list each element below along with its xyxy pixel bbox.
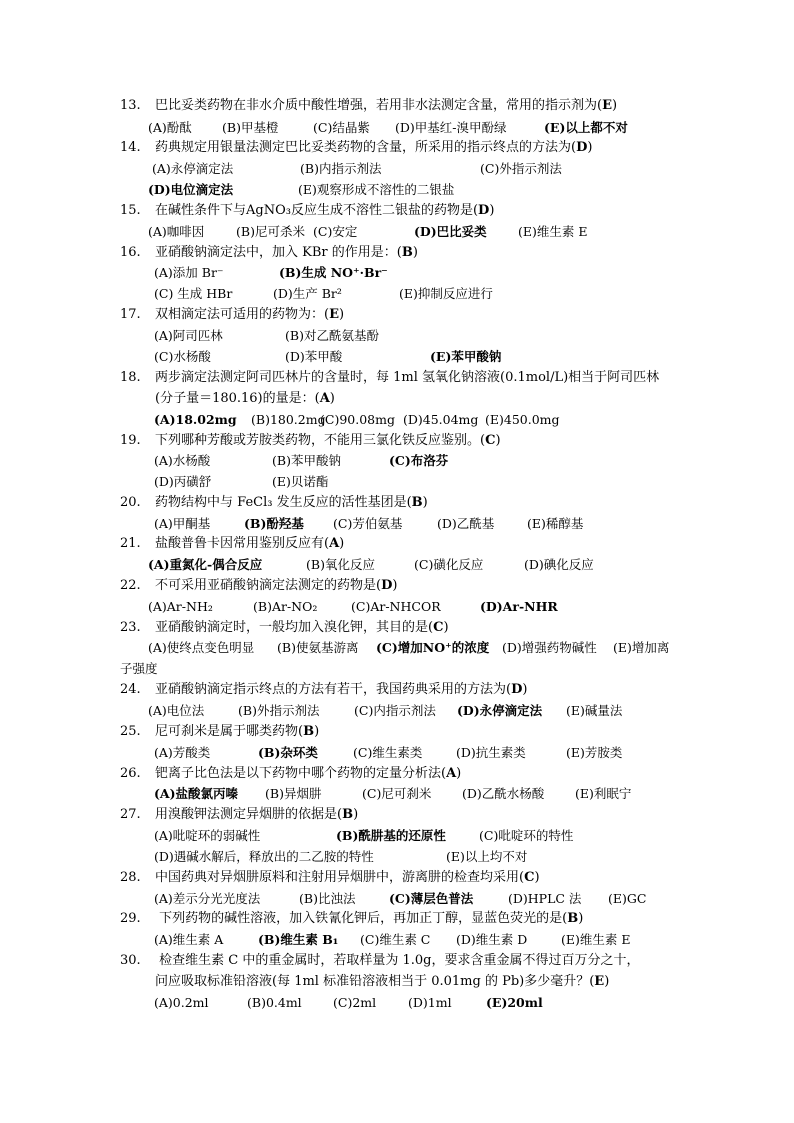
- answer-option: (D)1ml: [408, 995, 452, 1010]
- answer-option: (D)永停滴定法: [457, 703, 543, 718]
- answer-close: ): [339, 307, 345, 322]
- answer-option: (D)丙磺舒: [154, 474, 212, 489]
- answer-option: (A)电位法: [148, 703, 205, 718]
- answer-option: (D)抗生素类: [456, 745, 526, 760]
- question-stem: [120, 431, 754, 451]
- question-text: 两步滴定法测定阿司匹林片的含量时，每 1ml 氢氧化钠溶液(0.1mol/L)相当于阿司匹林: [155, 370, 660, 385]
- answer-option: (B)180.2mg: [251, 412, 326, 427]
- answer-option: (C)水杨酸: [154, 349, 211, 364]
- answer-option: (C)增加NO⁺的浓度: [376, 640, 490, 655]
- question-text: 药物结构中与 FeCl₃ 发生反应的活性基团是(: [155, 495, 412, 510]
- question-text: 不可采用亚硝酸钠滴定法测定的药物是(: [155, 578, 382, 593]
- answer-option: (B)酰肼基的还原性: [336, 828, 446, 843]
- answer-option: (E)碱量法: [566, 703, 623, 718]
- question-stem: [120, 201, 754, 221]
- answer-option: (E)贝诺酯: [272, 474, 329, 489]
- answer-close: ): [578, 911, 584, 926]
- question-stem-continued: [155, 389, 754, 409]
- answer-option: (A)盐酸氯丙嗪: [154, 786, 239, 801]
- answer-key: A: [329, 536, 340, 551]
- answer-option: (B)比浊法: [299, 891, 356, 906]
- question-number: 29.: [120, 911, 141, 926]
- question-text: 亚硝酸钠滴定指示终点的方法有若干，我国药典采用的方法为(: [155, 682, 512, 697]
- answer-option: (A)吡啶环的弱碱性: [154, 828, 261, 843]
- answer-option: (B)维生素 B₁: [258, 932, 339, 947]
- answer-option: (E)维生素 E: [561, 932, 631, 947]
- answer-option: (A)维生素 A: [154, 932, 224, 947]
- answer-option: (D)遇碱水解后，释放出的二乙胺的特性: [154, 849, 374, 864]
- question-text: 中国药典对异烟肼原料和注射用异烟肼中，游离肼的检查均采用(: [155, 870, 525, 885]
- answer-option: (A)水杨酸: [154, 453, 211, 468]
- answer-option: (E)以上都不对: [544, 120, 628, 135]
- answer-option: (C)安定: [313, 224, 358, 239]
- answer-option: (D)增强药物碱性: [502, 640, 597, 655]
- question-stem: [120, 868, 754, 888]
- answer-key: D: [511, 682, 523, 697]
- answer-key: C: [485, 433, 496, 448]
- question-text: 钯离子比色法是以下药物中哪个药物的定量分析法(: [155, 766, 447, 781]
- answer-close: ): [456, 766, 462, 781]
- answer-close: ): [353, 807, 359, 822]
- answer-option: (A)18.02mg: [154, 412, 237, 427]
- answer-option: (A)甲酮基: [154, 516, 211, 531]
- answer-option: (C)90.08mg: [320, 412, 395, 427]
- answer-option: (D)维生素 D: [456, 932, 528, 947]
- answer-option: (B)酚羟基: [244, 516, 304, 531]
- answer-option: (B)氧化反应: [306, 557, 375, 572]
- answer-option: (C)芳伯氨基: [333, 516, 403, 531]
- answer-key: E: [602, 98, 612, 113]
- question-number: 20.: [120, 495, 141, 510]
- question-stem: [120, 138, 754, 158]
- answer-key: B: [411, 495, 423, 510]
- answer-key: A: [446, 766, 457, 781]
- answer-key: D: [381, 578, 393, 593]
- answer-option: (A)0.2ml: [154, 995, 209, 1010]
- answer-option: (D)乙酰水杨酸: [462, 786, 545, 801]
- question-text: 在碱性条件下与AgNO₃反应生成不溶性二银盐的药物是(: [155, 203, 479, 218]
- question-text-continued: (分子量＝180.16)的量是：(: [155, 391, 320, 406]
- answer-option: (D)生产 Br²: [273, 286, 342, 301]
- answer-option: (A)咖啡因: [148, 224, 205, 239]
- answer-close: ): [495, 433, 501, 448]
- question-stem: [120, 680, 754, 700]
- answer-key: B: [567, 911, 579, 926]
- answer-key: C: [433, 620, 444, 635]
- question-number: 16.: [120, 245, 141, 260]
- answer-option: (A)芳酸类: [154, 745, 211, 760]
- answer-option: (C)布洛芬: [389, 453, 449, 468]
- answer-option: (E)以上均不对: [446, 849, 528, 864]
- answer-option: (C)Ar-NHCOR: [351, 599, 441, 614]
- answer-key: D: [576, 140, 588, 155]
- question-text: 亚硝酸钠滴定时，一般均加入溴化钾，其目的是(: [155, 620, 434, 635]
- answer-close: ): [612, 98, 618, 113]
- answer-option: (B)生成 NO⁺·Br⁻: [279, 265, 388, 280]
- question-number: 27.: [120, 807, 141, 822]
- question-text: 下列药物的碱性溶液，加入铁氰化钾后，再加正丁醇，显蓝色荧光的是(: [155, 911, 568, 926]
- question-number: 26.: [120, 766, 141, 781]
- answer-option: (A)阿司匹林: [154, 328, 223, 343]
- answer-option: (D)巴比妥类: [414, 224, 487, 239]
- question-stem: [120, 805, 754, 825]
- answer-option: (D)甲基红-溴甲酚绿: [395, 120, 507, 135]
- question-number: 28.: [120, 870, 141, 885]
- answer-close: ): [339, 536, 345, 551]
- question-text: 药典规定用银量法测定巴比妥类药物的含量，所采用的指示终点的方法为(: [155, 140, 577, 155]
- answer-option: (A)永停滴定法: [152, 161, 234, 176]
- answer-option: (C)2ml: [333, 995, 377, 1010]
- answer-option: (B)对乙酰氨基酚: [285, 328, 379, 343]
- answer-option: (D)碘化反应: [524, 557, 594, 572]
- question-number: 18.: [120, 370, 141, 385]
- answer-option: (C)内指示剂法: [354, 703, 436, 718]
- answer-option: (E)苯甲酸钠: [430, 349, 502, 364]
- answer-option: (D)Ar-NHR: [480, 599, 558, 614]
- answer-option: (A)Ar-NH₂: [148, 599, 213, 614]
- question-stem: [120, 576, 754, 596]
- answer-option: (B)外指示剂法: [238, 703, 320, 718]
- question-text: 下列哪种芳酸或芳胺类药物，不能用三氯化铁反应鉴别。(: [155, 433, 486, 448]
- answer-option: (E)增加离: [613, 640, 670, 655]
- answer-option: (B)Ar-NO₂: [253, 599, 318, 614]
- answer-option: (E)芳胺类: [566, 745, 623, 760]
- question-stem: [120, 909, 754, 929]
- question-stem-continued: [155, 972, 754, 992]
- question-stem: [120, 96, 754, 116]
- question-text-continued: 问应吸取标准铅溶液(每 1ml 标准铅溶液相当于 0.01mg 的 Pb)多少毫升？(: [155, 974, 595, 989]
- question-number: 22.: [120, 578, 141, 593]
- question-number: 30.: [120, 953, 141, 968]
- question-text: 检查维生素 C 中的重金属时，若取样量为 1.0g，要求含重金属不得过百万分之十，: [155, 953, 640, 968]
- answer-option: (B)内指示剂法: [300, 161, 382, 176]
- answer-option: (B)甲基橙: [222, 120, 279, 135]
- answer-option: (C)结晶紫: [313, 120, 370, 135]
- question-number: 21.: [120, 536, 141, 551]
- answer-option: (E)利眠宁: [575, 786, 632, 801]
- question-stem: [120, 243, 754, 263]
- question-number: 14.: [120, 140, 141, 155]
- question-number: 17.: [120, 307, 141, 322]
- question-text: 双相滴定法可适用的药物为：(: [155, 307, 330, 322]
- answer-option: (C)维生素类: [353, 745, 423, 760]
- question-text: 巴比妥类药物在非水介质中酸性增强，若用非水法测定含量，常用的指示剂为(: [155, 98, 603, 113]
- answer-option: (E)20ml: [486, 995, 543, 1010]
- answer-key: E: [594, 974, 605, 989]
- answer-option: (D)乙酰基: [437, 516, 495, 531]
- answer-option: (B)苯甲酸钠: [272, 453, 341, 468]
- answer-close: ): [443, 620, 449, 635]
- question-stem: [120, 951, 754, 971]
- answer-close: ): [314, 724, 320, 739]
- answer-option: (B)异烟肼: [265, 786, 322, 801]
- answer-option: (D)电位滴定法: [148, 182, 234, 197]
- question-stem: [120, 493, 754, 513]
- answer-option: (D)HPLC 法: [508, 891, 582, 906]
- option-continued: 子强度: [120, 661, 158, 676]
- answer-option: (E)450.0mg: [485, 412, 560, 427]
- question-stem: [120, 368, 754, 388]
- answer-option: (C)维生素 C: [360, 932, 431, 947]
- question-stem: [120, 618, 754, 638]
- answer-key: A: [319, 391, 330, 406]
- answer-key: E: [329, 307, 339, 322]
- answer-option: (E)维生素 E: [518, 224, 588, 239]
- answer-option: (A)差示分光光度法: [154, 891, 261, 906]
- answer-close: ): [422, 495, 428, 510]
- question-stem: [120, 534, 754, 554]
- answer-option: (D)苯甲酸: [285, 349, 343, 364]
- answer-option: (A)酚酞: [148, 120, 192, 135]
- answer-close: ): [489, 203, 495, 218]
- question-number: 23.: [120, 620, 141, 635]
- answer-option: (C)尼可刹米: [362, 786, 432, 801]
- answer-option: (C)吡啶环的特性: [479, 828, 574, 843]
- answer-key: B: [303, 724, 315, 739]
- question-text: 盐酸普鲁卡因常用鉴别反应有(: [155, 536, 330, 551]
- answer-option: (A)重氮化-偶合反应: [148, 557, 263, 572]
- answer-option: (E)稀醇基: [527, 516, 584, 531]
- question-stem: [120, 305, 754, 325]
- question-stem: [120, 764, 754, 784]
- answer-option: (E)观察形成不溶性的二银盐: [298, 182, 455, 197]
- answer-close: ): [522, 682, 528, 697]
- question-text: 亚硝酸钠滴定法中，加入 KBr 的作用是：(: [155, 245, 402, 260]
- answer-close: ): [392, 578, 398, 593]
- question-text: 尼可刹米是属于哪类药物(: [155, 724, 304, 739]
- answer-option: (B)0.4ml: [247, 995, 302, 1010]
- answer-key: B: [342, 807, 354, 822]
- question-number: 24.: [120, 682, 141, 697]
- answer-option: (B)使氨基游离: [277, 640, 359, 655]
- answer-option: (A)添加 Br⁻: [154, 265, 224, 280]
- answer-option: (C)磺化反应: [414, 557, 484, 572]
- answer-option: (B)尼可杀米: [236, 224, 305, 239]
- answer-option: (D)45.04mg: [403, 412, 479, 427]
- answer-key: B: [401, 245, 413, 260]
- question-number: 13.: [120, 98, 141, 113]
- answer-close: ): [412, 245, 418, 260]
- question-text: 用溴酸钾法测定异烟肼的依据是(: [155, 807, 343, 822]
- answer-option: (B)杂环类: [258, 745, 318, 760]
- question-stem: [120, 722, 754, 742]
- answer-option: (C)外指示剂法: [480, 161, 562, 176]
- answer-close: ): [604, 974, 610, 989]
- answer-option: (E)GC: [608, 891, 647, 906]
- question-number: 25.: [120, 724, 141, 739]
- answer-close: ): [534, 870, 540, 885]
- answer-key: C: [524, 870, 535, 885]
- answer-key: D: [478, 203, 490, 218]
- answer-close: ): [329, 391, 335, 406]
- answer-option: (C) 生成 HBr: [154, 286, 233, 301]
- question-number: 15.: [120, 203, 141, 218]
- answer-option: (A)使终点变色明显: [148, 640, 255, 655]
- answer-close: ): [587, 140, 593, 155]
- question-number: 19.: [120, 433, 141, 448]
- answer-option: (C)薄层色普法: [389, 891, 474, 906]
- answer-option: (E)抑制反应进行: [399, 286, 493, 301]
